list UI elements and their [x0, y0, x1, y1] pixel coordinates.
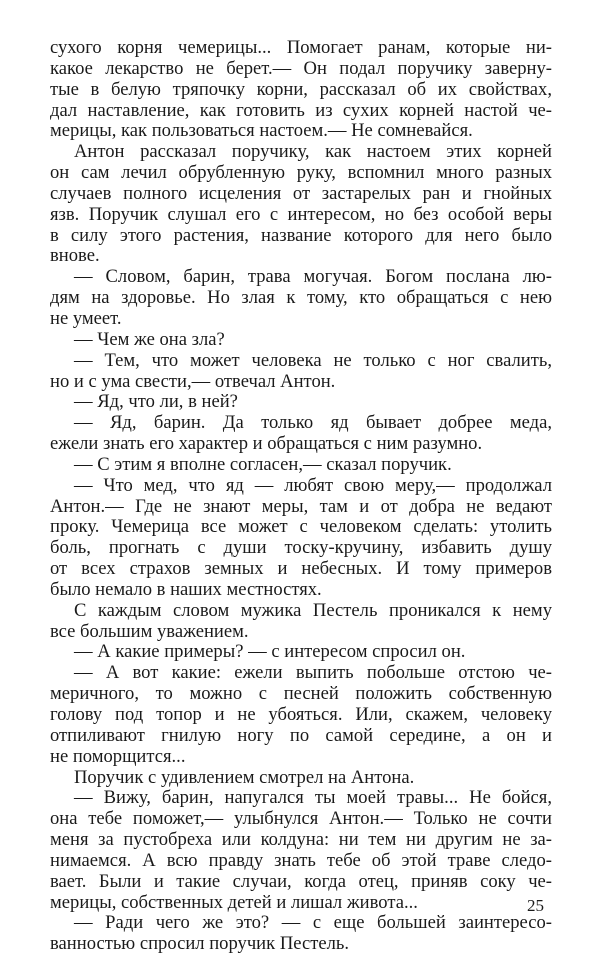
text-line: боль, прогнать с души тоску-кручину, избавить душу — [50, 537, 552, 559]
text-line: — Что мед, что яд — любят свою меру,— продолжал — [74, 474, 552, 496]
text-line: Антон.— Где не знают меры, там и от добра не ведают — [50, 495, 552, 517]
text-line: от всех страхов земных и небесных. И тому примеров — [50, 558, 552, 580]
text-line: но и с ума свести,— отвечал Антон. — [50, 370, 336, 392]
text-line: — С этим я вполне согласен,— сказал поручик. — [74, 453, 452, 475]
text-line: он сам лечил обрубленную руку, вспомнил много разных — [50, 162, 552, 184]
text-line: сухого корня чемерицы... Помогает ранам, которые ни- — [50, 37, 552, 58]
text-line: внове. — [50, 245, 100, 267]
text-line: было немало в наших местностях. — [50, 578, 322, 600]
text-line: не умеет. — [50, 307, 122, 329]
text-line: все большим уважением. — [50, 620, 249, 642]
text-line: не поморщится... — [50, 745, 186, 767]
text-line: отпиливают гнилую ногу по самой середине, а он и — [50, 724, 552, 746]
text-line: ванностью спросил поручик Пестель. — [50, 933, 349, 955]
text-line: тые в белую тряпочку корни, рассказал об их свойствах, — [50, 78, 552, 100]
text-line: — Ради чего же это? — с еще большей заинтересо- — [74, 912, 552, 934]
text-line: голову под топор и не убояться. Или, скажем, человеку — [50, 704, 552, 725]
text-line: Антон рассказал поручику, как настоем этих корней — [74, 141, 552, 163]
text-line: Поручик с удивлением смотрел на Антона. — [74, 766, 415, 788]
text-line: язв. Поручик слушал его с интересом, но без особой веры — [50, 203, 552, 225]
text-line: меричного, то можно с песней положить собственную — [50, 683, 552, 705]
text-line: — Словом, барин, трава могучая. Богом послана лю- — [74, 266, 552, 288]
text-line: вает. Были и такие случаи, когда отец, приняв соку че- — [50, 870, 552, 892]
text-line: С каждым словом мужика Пестель проникался к нему — [74, 599, 552, 621]
text-line: — Вижу, барин, напугался ты моей травы... Не бойся, — [74, 787, 552, 809]
text-line: дал наставление, как готовить из сухих корней настой че- — [50, 99, 552, 121]
text-line: мерицы, как пользоваться настоем.— Не сомневайся. — [50, 120, 473, 142]
text-line: мерицы, собственных детей и лишал живота... — [50, 891, 418, 913]
text-line: — Яд, что ли, в ней? — [74, 391, 238, 413]
text-line: меня за пустобреха или колдуна: ни тем ни другим не за- — [50, 829, 552, 851]
text-line: — А какие примеры? — с интересом спросил он. — [74, 641, 466, 663]
text-line: нимаемся. А всю правду знать тебе об этой траве следо- — [50, 849, 552, 871]
text-line: ежели знать его характер и обращаться с ним разумно. — [50, 433, 483, 455]
text-line: она тебе поможет,— улыбнулся Антон.— Только не сочти — [50, 808, 552, 830]
body-text — [50, 38, 552, 955]
text-line: проку. Чемерица все может с человеком сделать: утолить — [50, 516, 552, 538]
text-line: — Чем же она зла? — [74, 328, 225, 350]
text-line: в силу этого растения, название которого для него было — [50, 224, 552, 246]
text-line: — Тем, что может человека не только с ног свалить, — [74, 349, 552, 371]
text-line: дям на здоровье. Но злая к тому, кто обращаться с нею — [50, 287, 552, 309]
page-number: 25 — [527, 896, 544, 915]
text-line: — А вот какие: ежели выпить побольше отстою че- — [74, 662, 552, 684]
text-line: случаев полного исцеления от застарелых ран и гнойных — [50, 182, 552, 204]
text-line: какое лекарство не берет.— Он подал поручику заверну- — [50, 57, 552, 79]
text-line: — Яд, барин. Да только яд бывает добрее меда, — [74, 412, 552, 434]
